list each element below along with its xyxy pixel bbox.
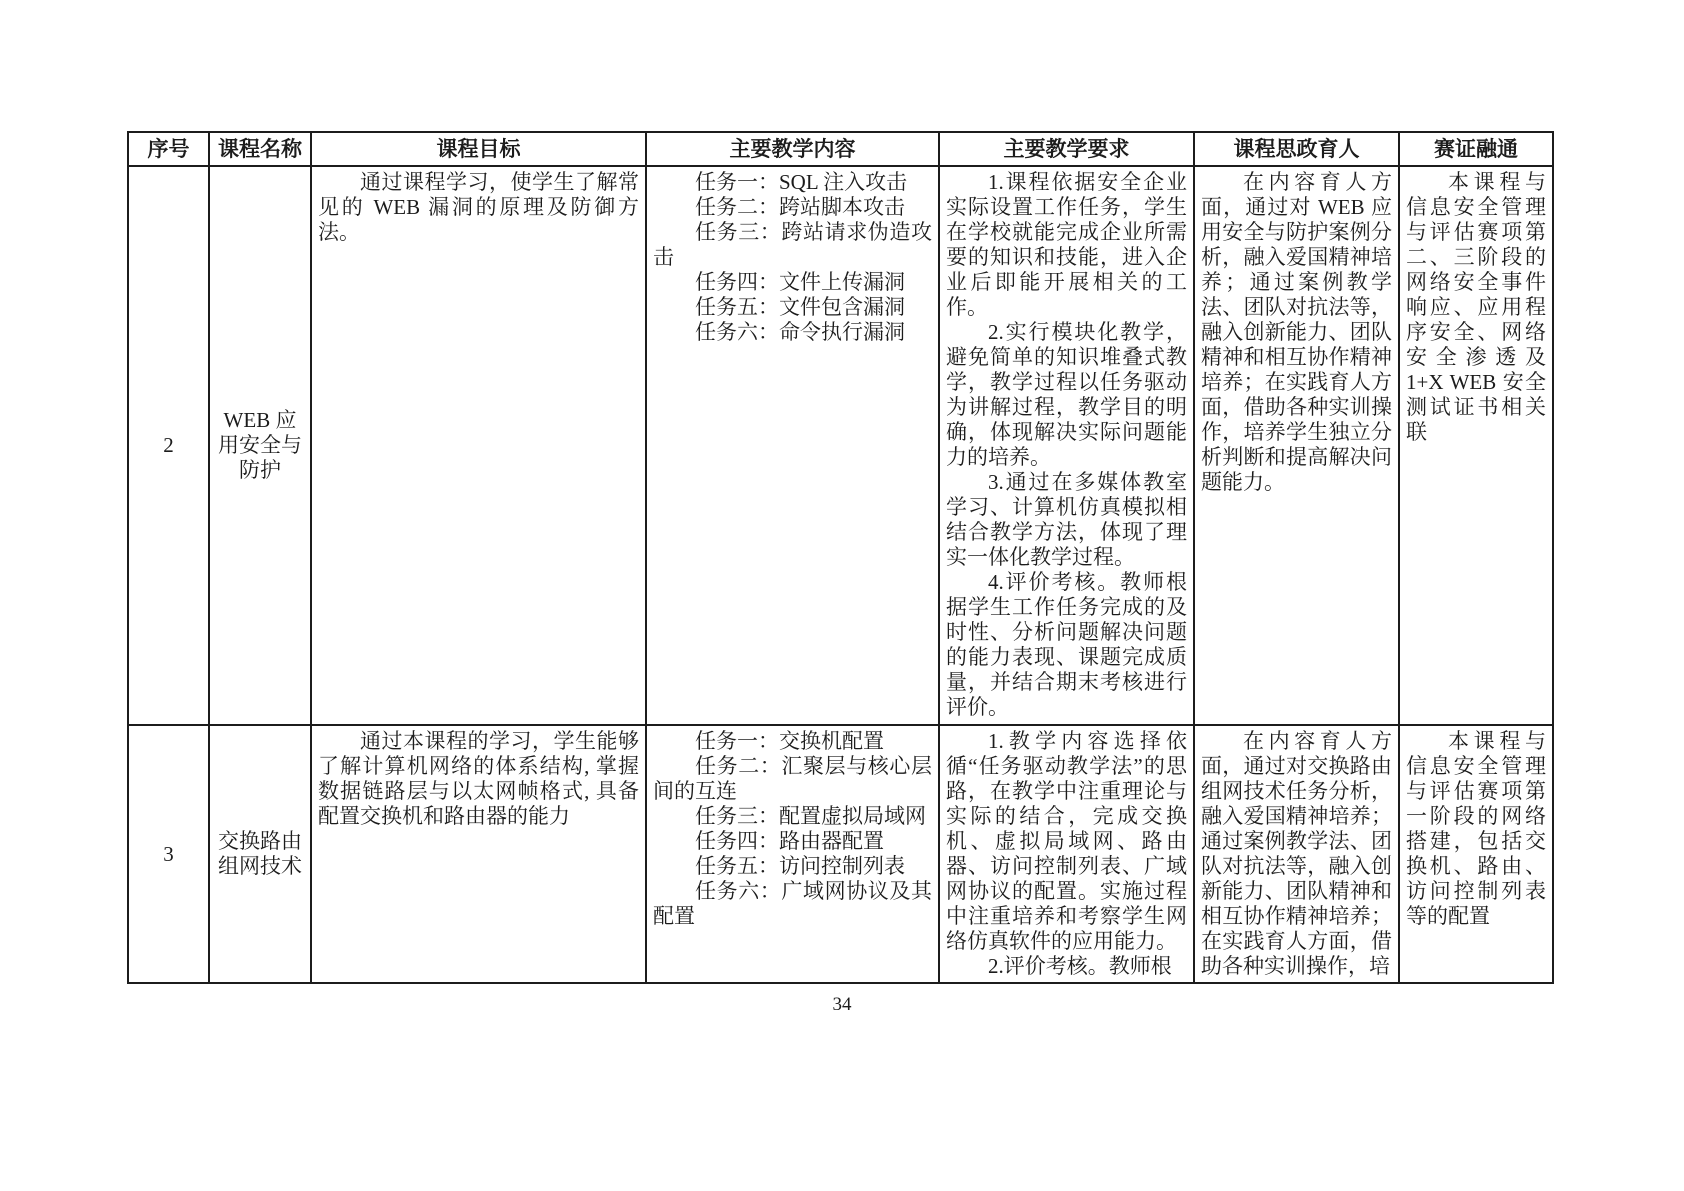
column-header-ideology: 课程思政育人 (1194, 132, 1399, 166)
requirement-paragraph: 3.通过在多媒体教室学习、计算机仿真模拟相结合教学方法，体现了理实一体化教学过程。 (946, 470, 1187, 569)
requirement-paragraph: 4.评价考核。教师根据学生工作任务完成的及时性、分析问题解决问题的能力表现、课题完成质量，并结合期末考核进行评价。 (946, 570, 1187, 719)
table-header-row (128, 132, 1553, 166)
requirement-paragraph: 2.实行模块化教学，避免简单的知识堆叠式教学，教学过程以任务驱动为讲解过程，教学目的明确，体现解决实际问题能力的培养。 (946, 320, 1187, 469)
cell-certificate-integration (1399, 166, 1553, 725)
column-header-objectives: 课程目标 (311, 132, 646, 166)
task-item: 任务二：跨站脚本攻击 (695, 195, 905, 219)
cell-course-name: WEB 应用安全与防护 (209, 166, 311, 725)
integration-paragraph: 本课程与信息安全管理与评估赛项第一阶段的网络搭建，包括交换机、路由、访问控制列表等的配置 (1406, 729, 1546, 928)
task-item: 任务六：命令执行漏洞 (695, 320, 905, 344)
task-item: 任务三：跨站请求伪造攻击 (653, 220, 932, 269)
cell-ideology (1194, 725, 1399, 983)
requirement-paragraph: 1.教学内容选择依循“任务驱动教学法”的思路，在教学中注重理论与实际的结合，完成交换机、虚拟局域网、路由器、访问控制列表、广域网协议的配置。实施过程中注重培养和考察学生网络仿真软件的应用能力。 (946, 729, 1187, 953)
objective-paragraph: 通过本课程的学习，学生能够了解计算机网络的体系结构, 掌握数据链路层与以太网帧格式, 具备配置交换机和路由器的能力 (318, 729, 639, 828)
cell-objectives (311, 725, 646, 983)
requirement-paragraph: 2.评价考核。教师根 (988, 954, 1172, 978)
table-row-course-2 (128, 166, 1553, 725)
cell-seq: 2 (128, 166, 209, 725)
column-header-certificate-integration: 赛证融通 (1399, 132, 1553, 166)
task-item: 任务一：SQL 注入攻击 (695, 170, 908, 194)
page-number: 34 (832, 994, 852, 1015)
cell-seq: 3 (128, 725, 209, 983)
cell-teaching-requirements (939, 166, 1194, 725)
objective-paragraph: 通过课程学习，使学生了解常见的 WEB 漏洞的原理及防御方法。 (318, 170, 639, 244)
cell-certificate-integration (1399, 725, 1553, 983)
task-item: 任务五：文件包含漏洞 (695, 295, 905, 319)
column-header-teaching-content: 主要教学内容 (646, 132, 939, 166)
course-table (127, 131, 1554, 984)
column-header-course-name: 课程名称 (209, 132, 311, 166)
ideology-paragraph: 在内容育人方面，通过对交换路由组网技术任务分析，融入爱国精神培养；通过案例教学法、团队对抗法等，融入创新能力、团队精神和相互协作精神培养；在实践育人方面，借助各种实训操作，培 (1201, 729, 1392, 978)
integration-paragraph: 本课程与信息安全管理与评估赛项第二、三阶段的网络安全事件响应、应用程序安全、网络安全渗透及 1+X WEB 安全测试证书相关联 (1406, 170, 1546, 444)
task-item: 任务五：访问控制列表 (695, 854, 905, 878)
ideology-paragraph: 在内容育人方面，通过对 WEB 应用安全与防护案例分析，融入爱国精神培养；通过案例教学法、团队对抗法等，融入创新能力、团队精神和相互协作精神培养；在实践育人方面，借助各种实训操作，培养学生独立分析判断和提高解决问题能力。 (1201, 170, 1392, 494)
task-item: 任务三：配置虚拟局域网 (695, 804, 926, 828)
task-item: 任务四：路由器配置 (695, 829, 884, 853)
cell-ideology (1194, 166, 1399, 725)
cell-objectives (311, 166, 646, 725)
task-item: 任务六：广域网协议及其配置 (653, 879, 932, 928)
cell-teaching-requirements (939, 725, 1194, 983)
table-row-course-3 (128, 725, 1553, 983)
task-item: 任务一：交换机配置 (695, 729, 884, 753)
task-item: 任务二：汇聚层与核心层间的互连 (653, 754, 932, 803)
column-header-teaching-requirements: 主要教学要求 (939, 132, 1194, 166)
cell-teaching-content (646, 725, 939, 983)
requirement-paragraph: 1.课程依据安全企业实际设置工作任务，学生在学校就能完成企业所需要的知识和技能，进入企业后即能开展相关的工作。 (946, 170, 1187, 319)
cell-course-name: 交换路由组网技术 (209, 725, 311, 983)
task-item: 任务四：文件上传漏洞 (695, 270, 905, 294)
cell-teaching-content (646, 166, 939, 725)
column-header-seq: 序号 (128, 132, 209, 166)
